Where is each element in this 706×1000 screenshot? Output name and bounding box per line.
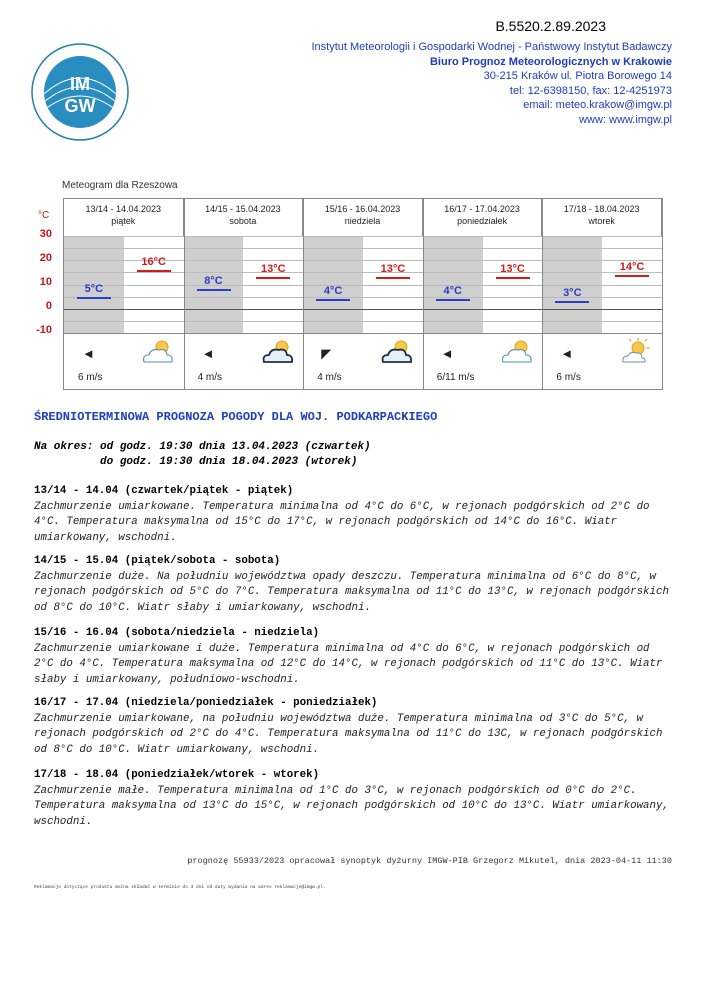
wind-row xyxy=(64,333,662,390)
forecast-period xyxy=(34,440,371,470)
temperature-area xyxy=(64,236,662,333)
wind-direction-icon: ◄ xyxy=(440,346,454,361)
period-from: Na okres: od godz. 19:30 dnia 13.04.2023 (czwartek) xyxy=(34,441,371,453)
forecast-day-heading: 16/17 - 17.04 (niedziela/poniedziałek - poniedziałek) xyxy=(34,697,378,709)
forecast-day xyxy=(34,554,674,616)
wind-speed: 6 m/s xyxy=(556,372,581,383)
min-temperature: 8°C xyxy=(204,275,223,288)
day-header xyxy=(64,199,184,236)
min-temperature: 5°C xyxy=(84,282,104,295)
imgw-logo xyxy=(30,42,130,142)
axis-label: 30 xyxy=(39,228,52,240)
meteogram-title: Meteogram dla Rzeszowa xyxy=(62,180,178,191)
day-name: piątek xyxy=(111,216,136,226)
phone-fax: tel: 12-6398150, fax: 12-4251973 xyxy=(509,84,672,97)
forecast-day-text: Zachmurzenie umiarkowane i duże. Temperatura minimalna od 4°C do 6°C, w rejonach podgórskich od 2°C do 4°C. Temperatura maksymalna od 12°C do 14°C, w rejonach podgórskich od 11°C do 13°C. Wiatr słaby i umiarkowany, południowo-wschodni. xyxy=(34,642,663,686)
min-temperature: 4°C xyxy=(443,285,462,298)
forecast-day-text: Zachmurzenie umiarkowane. Temperatura minimalna od 4°C do 6°C, w rejonach podgórskich od 2°C do 4°C. Temperatura maksymalna od 15°C do 17°C, w rejonach podgórskich od 14°C do 16°C. Wiatr umiarkowany, wschodni. xyxy=(34,500,650,544)
forecast-day-heading: 13/14 - 14.04 (czwartek/piątek - piątek) xyxy=(34,485,294,497)
wind-direction-icon: ◤ xyxy=(321,346,332,361)
min-temperature: 4°C xyxy=(323,285,343,298)
axis-label: 20 xyxy=(39,252,52,264)
min-temperature-mark xyxy=(555,301,589,303)
forecast-day xyxy=(34,484,674,546)
max-temperature: 13°C xyxy=(380,263,406,276)
day-name: wtorek xyxy=(588,216,615,226)
institute-name: Instytut Meteorologii i Gospodarki Wodnej - Państwowy Instytut Badawczy xyxy=(311,41,672,53)
day-header xyxy=(303,199,423,236)
forecast-day xyxy=(34,768,674,830)
section-title: ŚREDNIOTERMINOWA PROGNOZA POGODY DLA WOJ. PODKARPACKIEGO xyxy=(34,410,438,424)
forecast-day-text: Zachmurzenie małe. Temperatura minimalna od 1°C do 3°C, w rejonach podgórskich od 0°C do 2°C. Temperatura maksymalna od 13°C do 15°C, w rejonach podgórskich od 10°C do 13°C. Wiatr umiarkowany, wschodni. xyxy=(34,784,669,828)
grid-line xyxy=(64,248,662,249)
day-header xyxy=(423,199,543,236)
max-temperature-mark xyxy=(615,275,649,277)
max-temperature-mark xyxy=(376,277,410,279)
meteogram-frame xyxy=(63,198,663,390)
max-temperature: 16°C xyxy=(141,255,166,268)
day-header xyxy=(184,199,304,236)
min-temperature-mark xyxy=(77,297,111,299)
min-temperature: 3°C xyxy=(563,287,582,300)
day-name: niedziela xyxy=(344,216,381,226)
office-name: Biuro Prognoz Meteorologicznych w Krakowie xyxy=(429,55,672,68)
partly-cloudy-icon xyxy=(140,337,176,367)
day-name: poniedziałek xyxy=(457,216,508,226)
author-note: prognozę 55933/2023 opracował synoptyk dyżurny IMGW-PIB Grzegorz Mikutel, dnia 2023-04-11 11:30 xyxy=(187,856,672,866)
axis-label: 0 xyxy=(45,300,52,312)
wind-speed: 6 m/s xyxy=(78,372,103,383)
day-dates: 13/14 - 14.04.2023 xyxy=(85,204,162,214)
wind-speed: 6/11 m/s xyxy=(436,372,475,383)
sun-cloud-icon xyxy=(618,337,654,367)
temperature-unit: °C xyxy=(38,210,50,221)
day-separator xyxy=(542,199,543,389)
wind-direction-icon: ◄ xyxy=(560,346,574,361)
max-temperature: 14°C xyxy=(619,260,645,273)
website: www: www.imgw.pl xyxy=(579,113,672,126)
max-temperature: 13°C xyxy=(261,263,286,276)
institute-header xyxy=(311,40,672,127)
document-number: B.5520.2.89.2023 xyxy=(495,18,606,34)
day-dates: 16/17 - 17.04.2023 xyxy=(444,204,520,214)
period-to: do godz. 19:30 dnia 18.04.2023 (wtorek) xyxy=(34,456,358,468)
max-temperature-mark xyxy=(137,270,171,272)
day-separator xyxy=(184,199,185,389)
wind-speed: 4 m/s xyxy=(197,372,223,383)
day-dates: 17/18 - 18.04.2023 xyxy=(563,204,640,214)
cloudy-icon xyxy=(379,337,415,367)
grid-line xyxy=(64,272,662,273)
email: email: meteo.krakow@imgw.pl xyxy=(523,99,672,111)
min-temperature-mark xyxy=(436,299,470,301)
wind-speed: 4 m/s xyxy=(317,372,342,383)
max-temperature: 13°C xyxy=(500,263,525,276)
grid-line xyxy=(64,309,662,310)
wind-direction-icon: ◄ xyxy=(201,346,215,361)
day-separator xyxy=(423,199,424,389)
forecast-day xyxy=(34,626,674,688)
forecast-day-heading: 14/15 - 15.04 (piątek/sobota - sobota) xyxy=(34,555,281,567)
axis-label: -10 xyxy=(36,324,52,336)
forecast-day-heading: 17/18 - 18.04 (poniedziałek/wtorek - wtorek) xyxy=(34,769,320,781)
grid-line xyxy=(64,321,662,322)
axis-label: 10 xyxy=(39,276,52,288)
complaints-note: Reklamacje dotyczące produktu można składać w terminie do 3 dni od daty wydania na adres reklamacje@imgw.pl. xyxy=(34,885,326,890)
forecast-day-text: Zachmurzenie duże. Na południu województwa opady deszczu. Temperatura minimalna od 6°C do 8°C, w rejonach podgórskich od 5°C do 7°C. Temperatura maksymalna od 11°C do 13°C, w rejonach podgórskich od 8°C do 10°C. Wiatr słaby i umiarkowany, wschodni. xyxy=(34,570,669,614)
min-temperature-mark xyxy=(316,299,350,301)
grid-line xyxy=(64,236,662,237)
max-temperature-mark xyxy=(496,277,530,279)
svg-text:IM: IM xyxy=(70,74,90,94)
day-name: sobota xyxy=(229,216,257,226)
meteogram xyxy=(30,176,664,391)
min-temperature-mark xyxy=(197,289,231,291)
day-header xyxy=(542,199,662,236)
partly-cloudy-icon xyxy=(499,337,535,367)
grid-line xyxy=(64,285,662,286)
svg-text:GW: GW xyxy=(64,96,96,116)
day-separator xyxy=(303,199,304,389)
forecast-day-heading: 15/16 - 16.04 (sobota/niedziela - niedziela) xyxy=(34,627,320,639)
forecast-day xyxy=(34,696,674,758)
cloudy-icon xyxy=(260,337,296,367)
forecast-day-text: Zachmurzenie umiarkowane, na południu województwa duże. Temperatura minimalna od 3°C do 5°C, w rejonach podgórskich od 2°C do 4°C. Temperatura maksymalna od 11°C do 13C, w rejonach podgórskich od 8°C do 10°C. Wiatr umiarkowany, wschodni. xyxy=(34,712,663,756)
day-dates: 14/15 - 15.04.2023 xyxy=(205,204,281,214)
day-dates: 15/16 - 16.04.2023 xyxy=(324,204,401,214)
address: 30-215 Kraków ul. Piotra Borowego 14 xyxy=(483,70,672,82)
max-temperature-mark xyxy=(256,277,290,279)
wind-direction-icon: ◄ xyxy=(82,346,95,361)
